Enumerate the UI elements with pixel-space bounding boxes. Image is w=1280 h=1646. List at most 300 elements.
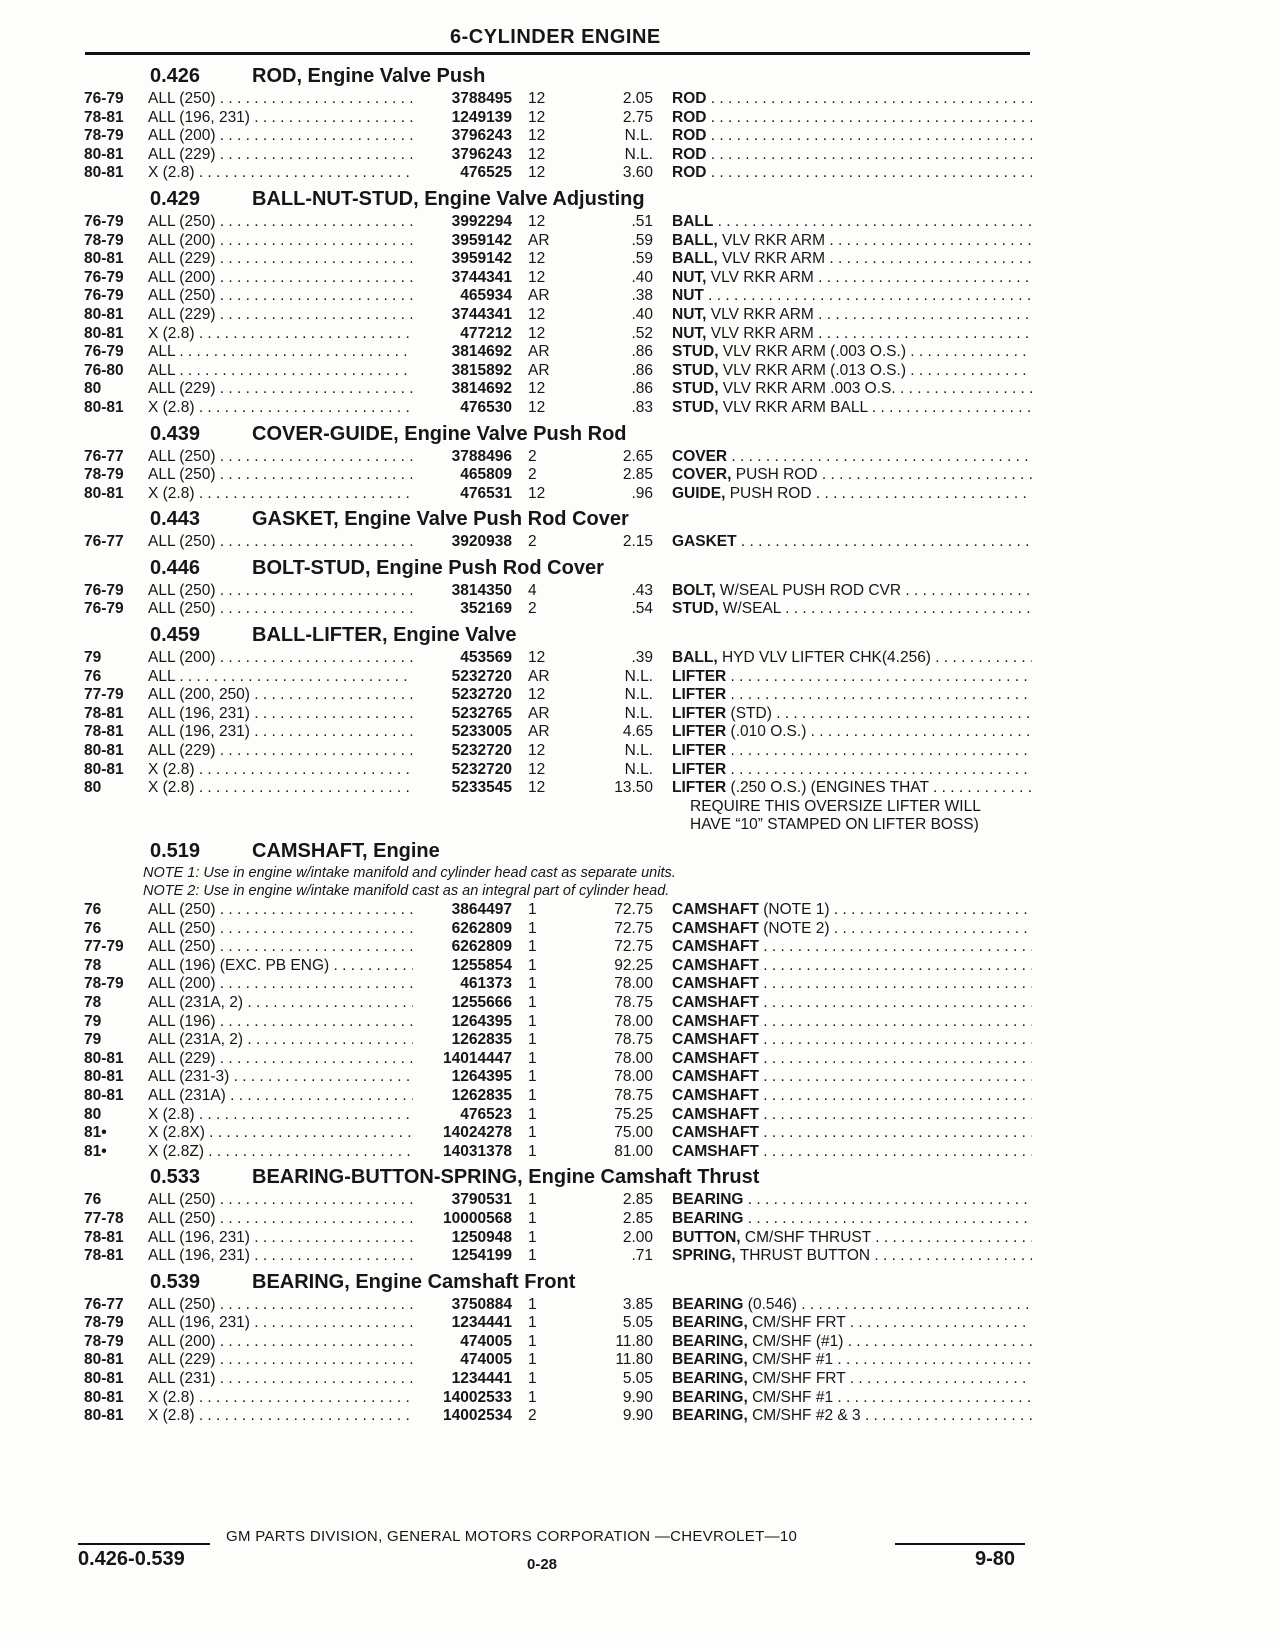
footer-publisher: GM PARTS DIVISION, GENERAL MOTORS CORPORATION —CHEVROLET—10 xyxy=(226,1528,798,1545)
part-number: 6262809 xyxy=(451,919,512,937)
description-keyword: ROD xyxy=(672,90,707,107)
description xyxy=(672,1210,1032,1229)
part-row xyxy=(0,306,1280,325)
list-price: 72.75 xyxy=(614,938,653,956)
part-row xyxy=(0,343,1280,362)
description xyxy=(672,1087,1032,1106)
part-number: 5232765 xyxy=(451,704,512,722)
list-price: 72.75 xyxy=(614,901,653,918)
quantity: 1 xyxy=(528,1209,537,1227)
description-keyword: ROD xyxy=(672,164,707,182)
footer-page-number: 0-28 xyxy=(527,1556,558,1573)
description-keyword: BEARING, xyxy=(672,1351,748,1369)
model-years: 78-81 xyxy=(84,1247,124,1265)
description-keyword: BALL, xyxy=(672,649,718,667)
application: ALL (231A) . . . xyxy=(148,1087,413,1106)
section-header xyxy=(0,503,1280,533)
description xyxy=(672,306,1032,325)
section-header xyxy=(0,1266,1280,1296)
application: ALL (250) . . . xyxy=(148,1191,413,1210)
description-continuation xyxy=(0,816,1280,835)
section-code: 0.519 xyxy=(150,840,201,862)
quantity: 1 xyxy=(528,1247,537,1265)
description xyxy=(672,325,1032,344)
application: ALL (200) . . . xyxy=(148,232,413,251)
description xyxy=(672,399,1032,418)
quantity: 12 xyxy=(528,760,546,778)
section-title: BEARING-BUTTON-SPRING, Engine Camshaft Thrust xyxy=(252,1166,760,1189)
part-row xyxy=(0,448,1280,467)
model-years: 76-79 xyxy=(84,212,124,230)
model-years: 78-81 xyxy=(84,1228,124,1246)
description-keyword: LIFTER xyxy=(672,723,727,741)
description-keyword: NUT, xyxy=(672,268,707,286)
application: X (2.8) . . . xyxy=(148,779,413,798)
model-years: 76 xyxy=(84,667,102,685)
page-title: 6-CYLINDER ENGINE xyxy=(450,26,661,48)
description-keyword: CAMSHAFT xyxy=(672,1049,759,1067)
application: ALL (200) . . . xyxy=(148,649,413,668)
description xyxy=(672,1031,1032,1050)
quantity: 1 xyxy=(528,1332,537,1350)
quantity: 2 xyxy=(528,1407,537,1425)
part-number: 3814350 xyxy=(451,581,512,599)
model-years: 80-81 xyxy=(84,305,124,323)
application: ALL (250) . . . xyxy=(148,90,413,109)
model-years: 76-79 xyxy=(84,268,124,286)
part-number: 1264395 xyxy=(451,1068,512,1086)
parts-listing xyxy=(0,60,1280,1426)
description-detail: VLV RKR ARM xyxy=(717,231,826,249)
model-years: 80-81 xyxy=(84,1370,124,1388)
model-years: 80-81 xyxy=(84,484,124,502)
model-years: 76-77 xyxy=(84,533,124,551)
part-row xyxy=(0,705,1280,724)
model-years: 79 xyxy=(84,1012,102,1030)
description-keyword: CAMSHAFT xyxy=(672,901,759,918)
part-number: 1250948 xyxy=(451,1228,512,1246)
list-price: 5.05 xyxy=(622,1370,653,1388)
description-keyword: CAMSHAFT xyxy=(672,938,759,956)
part-number: 14002534 xyxy=(443,1407,512,1425)
section-header xyxy=(0,1161,1280,1191)
description xyxy=(672,723,1032,742)
description-keyword: BEARING xyxy=(672,1295,744,1313)
description-detail: CM/SHF FRT xyxy=(747,1370,846,1388)
quantity: AR xyxy=(528,231,550,249)
list-price: N.L. xyxy=(624,145,653,163)
section-code: 0.439 xyxy=(150,422,201,445)
list-price: 78.00 xyxy=(614,1012,653,1030)
list-price: 78.75 xyxy=(614,993,653,1011)
section-title: GASKET, Engine Valve Push Rod Cover xyxy=(252,508,629,531)
part-number: 10000568 xyxy=(443,1209,512,1227)
application: ALL (229) . . . xyxy=(148,1351,413,1370)
part-number: 3788496 xyxy=(451,447,512,465)
description-keyword: CAMSHAFT xyxy=(672,975,759,993)
description-keyword: BALL, xyxy=(672,231,718,249)
footer-rule-right xyxy=(895,1543,1025,1545)
description-detail: VLV RKR ARM xyxy=(706,324,814,342)
application: ALL (196, 231) . . . xyxy=(148,1229,413,1248)
list-price: 3.60 xyxy=(622,164,653,182)
list-price: .54 xyxy=(631,600,653,618)
description-keyword: STUD, xyxy=(672,380,719,398)
part-row xyxy=(0,1314,1280,1333)
part-number: 476530 xyxy=(460,398,512,416)
description xyxy=(672,920,1032,939)
application: ALL (229) . . . xyxy=(148,146,413,165)
section-header xyxy=(0,619,1280,649)
description-detail: THRUST BUTTON xyxy=(735,1247,871,1265)
application: ALL (250) . . . xyxy=(148,582,413,601)
list-price: 78.00 xyxy=(614,1068,653,1086)
list-price: N.L. xyxy=(624,760,653,778)
description-detail: VLV RKR ARM xyxy=(706,305,814,323)
list-price: N.L. xyxy=(624,127,653,145)
section-header xyxy=(0,552,1280,582)
description-keyword: LIFTER xyxy=(672,779,727,797)
description xyxy=(672,901,1032,920)
list-price: 11.80 xyxy=(615,1332,653,1350)
description-keyword: ROD xyxy=(672,127,707,145)
section-header xyxy=(0,60,1280,90)
quantity: 1 xyxy=(528,1388,537,1406)
description-keyword: CAMSHAFT xyxy=(672,993,759,1011)
description xyxy=(672,1191,1032,1210)
description-keyword: BEARING, xyxy=(672,1332,748,1350)
list-price: 9.90 xyxy=(622,1407,653,1425)
model-years: 80 xyxy=(84,380,102,398)
list-price: N.L. xyxy=(624,704,653,722)
part-row xyxy=(0,90,1280,109)
quantity: 1 xyxy=(528,1049,537,1067)
description xyxy=(672,362,1032,381)
description xyxy=(672,668,1032,687)
description-keyword: GASKET xyxy=(672,533,737,551)
part-row xyxy=(0,250,1280,269)
model-years: 78-79 xyxy=(84,1332,124,1350)
application: X (2.8) . . . xyxy=(148,1389,413,1408)
description-keyword: CAMSHAFT xyxy=(672,919,759,937)
description xyxy=(672,649,1032,668)
description-detail: VLV RKR ARM (.013 O.S.) xyxy=(718,361,906,379)
model-years: 78-79 xyxy=(84,975,124,993)
quantity: 1 xyxy=(528,956,537,974)
continuation-text: REQUIRE THIS OVERSIZE LIFTER WILL xyxy=(690,797,981,815)
description-keyword: BEARING, xyxy=(672,1407,748,1425)
part-number: 14014447 xyxy=(443,1049,512,1067)
application: ALL (250) . . . xyxy=(148,213,413,232)
description xyxy=(672,1407,1032,1426)
part-row xyxy=(0,920,1280,939)
model-years: 80-81 xyxy=(84,742,124,760)
description-detail: PUSH ROD xyxy=(731,466,818,484)
application: ALL (196, 231) . . . xyxy=(148,705,413,724)
part-row xyxy=(0,1068,1280,1087)
part-row xyxy=(0,269,1280,288)
description-keyword: STUD, xyxy=(672,343,719,361)
description-detail: (NOTE 2) xyxy=(758,919,830,937)
description-keyword: CAMSHAFT xyxy=(672,1142,759,1160)
list-price: .43 xyxy=(631,581,653,599)
application: ALL (229) . . . xyxy=(148,306,413,325)
model-years: 76-79 xyxy=(84,581,124,599)
list-price: 11.80 xyxy=(615,1351,653,1369)
list-price: 78.75 xyxy=(614,1031,653,1049)
part-row xyxy=(0,1124,1280,1143)
description-keyword: NUT xyxy=(672,287,704,305)
quantity: AR xyxy=(528,723,550,741)
description xyxy=(672,975,1032,994)
quantity: 1 xyxy=(528,1370,537,1388)
description-keyword: BALL, xyxy=(672,250,718,268)
part-number: 474005 xyxy=(460,1351,512,1369)
description xyxy=(672,127,1032,146)
model-years: 78-79 xyxy=(84,127,124,145)
part-row xyxy=(0,779,1280,798)
description-detail: (.250 O.S.) (ENGINES THAT xyxy=(726,779,929,797)
list-price: 78.00 xyxy=(614,1049,653,1067)
description-keyword: BEARING xyxy=(672,1209,744,1227)
model-years: 80 xyxy=(84,1105,102,1123)
quantity: 1 xyxy=(528,1012,537,1030)
part-row xyxy=(0,1407,1280,1426)
quantity: 12 xyxy=(528,324,546,342)
application: ALL (250) . . . xyxy=(148,600,413,619)
quantity: 1 xyxy=(528,938,537,956)
description-keyword: BEARING, xyxy=(672,1370,748,1388)
application: ALL (250) . . . xyxy=(148,287,413,306)
description-detail: VLV RKR ARM xyxy=(706,268,814,286)
model-years: 80-81 xyxy=(84,250,124,268)
note-text: NOTE 1: Use in engine w/intake manifold and cylinder head cast as separate units. xyxy=(143,865,676,881)
list-price: 2.65 xyxy=(622,447,653,465)
description xyxy=(672,994,1032,1013)
quantity: AR xyxy=(528,343,550,361)
description-continuation xyxy=(0,798,1280,817)
model-years: 80-81 xyxy=(84,1049,124,1067)
part-row xyxy=(0,1106,1280,1125)
application: ALL (229) . . . xyxy=(148,380,413,399)
description-keyword: STUD, xyxy=(672,398,719,416)
list-price: .38 xyxy=(631,287,653,305)
description-detail: VLV RKR ARM .003 O.S. xyxy=(718,380,896,398)
description xyxy=(672,164,1032,183)
model-years: 78-79 xyxy=(84,231,124,249)
part-number: 14002533 xyxy=(443,1388,512,1406)
list-price: .39 xyxy=(631,649,653,667)
list-price: 81.00 xyxy=(614,1142,653,1160)
description-detail: (.010 O.S.) xyxy=(726,723,807,741)
part-row xyxy=(0,466,1280,485)
model-years: 78-79 xyxy=(84,466,124,484)
application: ALL (250) . . . xyxy=(148,938,413,957)
part-number: 476531 xyxy=(460,484,512,502)
part-number: 465809 xyxy=(460,466,512,484)
application: ALL (196, 231) . . . xyxy=(148,1314,413,1333)
description xyxy=(672,1050,1032,1069)
model-years: 77-78 xyxy=(84,1209,124,1227)
part-number: 5232720 xyxy=(451,742,512,760)
section-title: COVER-GUIDE, Engine Valve Push Rod xyxy=(252,422,627,445)
description xyxy=(672,582,1032,601)
part-number: 3788495 xyxy=(451,90,512,107)
section-code: 0.459 xyxy=(150,624,201,647)
part-row xyxy=(0,761,1280,780)
description xyxy=(672,269,1032,288)
model-years: 78 xyxy=(84,956,102,974)
description xyxy=(672,1229,1032,1248)
application: ALL . . . xyxy=(148,362,413,381)
description-keyword: LIFTER xyxy=(672,686,727,704)
list-price: .59 xyxy=(631,231,653,249)
application: X (2.8) . . . xyxy=(148,164,413,183)
description-keyword: BALL xyxy=(672,212,714,230)
list-price: .51 xyxy=(631,212,653,230)
part-row xyxy=(0,938,1280,957)
description xyxy=(672,448,1032,467)
model-years: 79 xyxy=(84,649,102,667)
part-number: 3959142 xyxy=(451,231,512,249)
part-row xyxy=(0,164,1280,183)
quantity: 12 xyxy=(528,212,546,230)
description xyxy=(672,742,1032,761)
application: ALL (231A, 2) . . . xyxy=(148,1031,413,1050)
list-price: 78.00 xyxy=(614,975,653,993)
quantity: 2 xyxy=(528,533,537,551)
part-row xyxy=(0,994,1280,1013)
description-detail: CM/SHF (#1) xyxy=(747,1332,844,1350)
list-price: 2.85 xyxy=(622,1191,653,1209)
application: ALL (196) . . . xyxy=(148,1013,413,1032)
description-detail: CM/SHF FRT xyxy=(747,1314,846,1332)
list-price: 4.65 xyxy=(622,723,653,741)
part-row xyxy=(0,1229,1280,1248)
quantity: 12 xyxy=(528,127,546,145)
section-title: BALL-NUT-STUD, Engine Valve Adjusting xyxy=(252,187,645,210)
footer-rule-left xyxy=(78,1543,210,1545)
quantity: 1 xyxy=(528,993,537,1011)
model-years: 80-81 xyxy=(84,1068,124,1086)
model-years: 80-81 xyxy=(84,145,124,163)
part-number: 3814692 xyxy=(451,380,512,398)
part-number: 1264395 xyxy=(451,1012,512,1030)
part-row xyxy=(0,399,1280,418)
part-number: 3744341 xyxy=(451,268,512,286)
model-years: 76-77 xyxy=(84,447,124,465)
list-price: 2.05 xyxy=(622,90,653,107)
list-price: .86 xyxy=(631,380,653,398)
part-row xyxy=(0,232,1280,251)
list-price: .71 xyxy=(631,1247,653,1265)
description-keyword: LIFTER xyxy=(672,760,727,778)
section-title: ROD, Engine Valve Push xyxy=(252,65,486,87)
section-note xyxy=(0,883,1280,901)
application: X (2.8) . . . xyxy=(148,399,413,418)
application: X (2.8) . . . xyxy=(148,1407,413,1426)
section-note xyxy=(0,865,1280,883)
part-row xyxy=(0,127,1280,146)
part-number: 3750884 xyxy=(451,1295,512,1313)
part-row xyxy=(0,1351,1280,1370)
description xyxy=(672,761,1032,780)
description-detail: CM/SHF THRUST xyxy=(740,1228,871,1246)
part-number: 5233005 xyxy=(451,723,512,741)
description-detail: (0.546) xyxy=(743,1295,797,1313)
quantity: 1 xyxy=(528,1068,537,1086)
description-keyword: STUD, xyxy=(672,600,719,618)
application: ALL (250) . . . xyxy=(148,901,413,920)
part-row xyxy=(0,485,1280,504)
list-price: 72.75 xyxy=(614,919,653,937)
model-years: 80-81 xyxy=(84,398,124,416)
description-keyword: BUTTON, xyxy=(672,1228,741,1246)
list-price: 2.75 xyxy=(622,108,653,126)
list-price: 75.25 xyxy=(614,1105,653,1123)
application: ALL (229) . . . xyxy=(148,742,413,761)
part-number: 476525 xyxy=(460,164,512,182)
part-number: 1234441 xyxy=(451,1314,512,1332)
part-number: 5233545 xyxy=(451,779,512,797)
description-keyword: CAMSHAFT xyxy=(672,1124,759,1142)
application: ALL (200, 250) . . . xyxy=(148,686,413,705)
quantity: 2 xyxy=(528,600,537,618)
part-row xyxy=(0,213,1280,232)
part-number: 3796243 xyxy=(451,145,512,163)
quantity: AR xyxy=(528,361,550,379)
part-row xyxy=(0,901,1280,920)
part-number: 1254199 xyxy=(451,1247,512,1265)
quantity: 1 xyxy=(528,1086,537,1104)
description xyxy=(672,600,1032,619)
application: X (2.8Z) . . . xyxy=(148,1143,413,1162)
description xyxy=(672,1247,1032,1266)
description-keyword: CAMSHAFT xyxy=(672,1086,759,1104)
description-detail: CM/SHF #2 & 3 xyxy=(747,1407,861,1425)
application: ALL (196) (EXC. PB ENG) . . . xyxy=(148,957,413,976)
part-number: 5232720 xyxy=(451,760,512,778)
quantity: 1 xyxy=(528,1105,537,1123)
description-keyword: COVER xyxy=(672,447,728,465)
model-years: 76-79 xyxy=(84,343,124,361)
description xyxy=(672,343,1032,362)
list-price: 2.00 xyxy=(622,1228,653,1246)
description-detail: (STD) xyxy=(726,704,772,722)
model-years: 76-80 xyxy=(84,361,124,379)
description xyxy=(672,90,1032,109)
part-number: 1262835 xyxy=(451,1031,512,1049)
description-detail: W/SEAL xyxy=(718,600,781,618)
description-keyword: CAMSHAFT xyxy=(672,1068,759,1086)
part-number: 3796243 xyxy=(451,127,512,145)
description-keyword: BEARING, xyxy=(672,1314,748,1332)
section-code: 0.426 xyxy=(150,65,201,87)
part-row xyxy=(0,1191,1280,1210)
model-years: 76-79 xyxy=(84,90,124,107)
application: ALL (229) . . . xyxy=(148,250,413,269)
list-price: .59 xyxy=(631,250,653,268)
model-years: 78 xyxy=(84,993,102,1011)
list-price: 78.75 xyxy=(614,1086,653,1104)
continuation-text: HAVE “10” STAMPED ON LIFTER BOSS) xyxy=(690,816,979,834)
quantity: 1 xyxy=(528,1031,537,1049)
part-row xyxy=(0,287,1280,306)
application: X (2.8) . . . xyxy=(148,1106,413,1125)
description-detail: VLV RKR ARM BALL xyxy=(718,398,868,416)
footer-date: 9-80 xyxy=(975,1548,1016,1570)
part-row xyxy=(0,582,1280,601)
